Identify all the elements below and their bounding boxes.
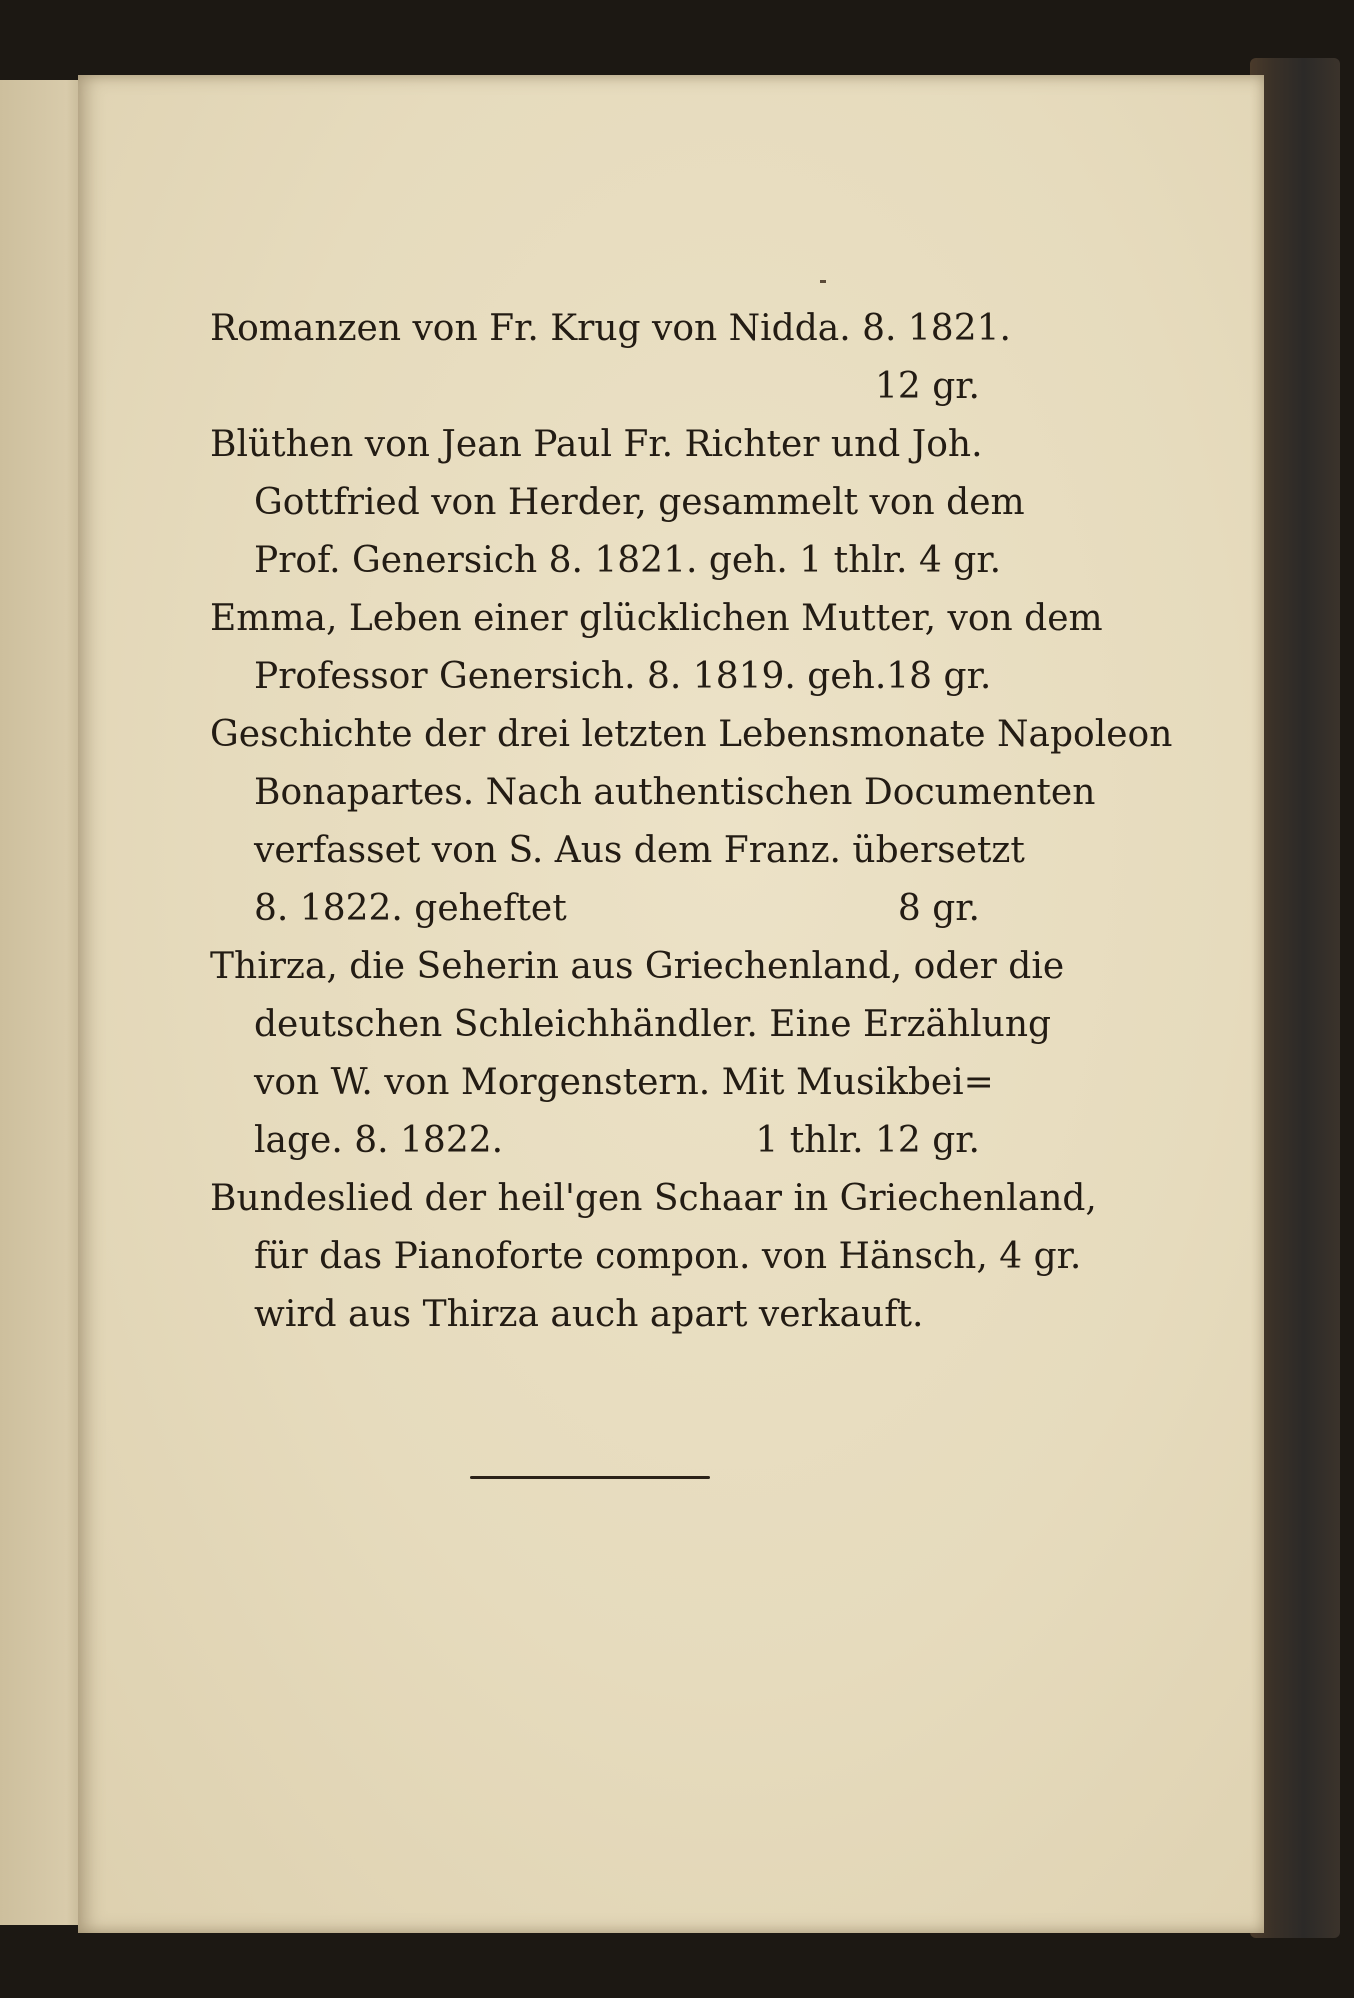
entry-price: 8 gr. (897, 888, 980, 929)
entry-price: 18 gr. (886, 656, 992, 697)
entry-text: 8. 1822. geheftet (254, 888, 567, 929)
entry-line: Bundeslied der heil'gen Schaar in Griechenland, (210, 1178, 1097, 1219)
catalogue-entry (210, 590, 1103, 706)
catalogue-entry (210, 300, 1011, 416)
entry-line: Geschichte der drei letzten Lebensmonate Napoleon (210, 714, 1173, 755)
closing-rule (470, 1476, 710, 1479)
entry-text: Professor Genersich. 8. 1819. geh. (254, 656, 887, 697)
entry-line: Gottfried von Herder, gesammelt von dem (254, 482, 1025, 523)
printer-mark (820, 280, 826, 283)
entry-line: Bonapartes. Nach authentischen Documenten (254, 772, 1096, 813)
entry-text: lage. 8. 1822. (254, 1120, 504, 1161)
entry-line: für das Pianoforte compon. von Hänsch, 4 gr. (254, 1236, 1082, 1277)
entry-price: 1 thlr. 12 gr. (755, 1120, 980, 1161)
catalogue-listing (210, 300, 1173, 1344)
entry-line: Emma, Leben einer glücklichen Mutter, von dem (210, 598, 1103, 639)
catalogue-entry (210, 416, 1025, 590)
entry-line: 12 gr. (875, 366, 980, 407)
catalogue-entry (210, 1170, 1097, 1344)
entry-line (210, 648, 992, 706)
entry-line: von W. von Morgenstern. Mit Musikbei= (254, 1062, 994, 1103)
entry-line: Romanzen von Fr. Krug von Nidda. 8. 1821. (210, 308, 1011, 349)
catalogue-entry (210, 706, 1173, 938)
entry-line (210, 880, 980, 938)
entry-line (210, 1112, 980, 1170)
entry-line: Blüthen von Jean Paul Fr. Richter und Joh. (210, 424, 983, 465)
entry-line: Thirza, die Seherin aus Griechenland, oder die (210, 946, 1065, 987)
entry-line: wird aus Thirza auch apart verkauft. (254, 1294, 924, 1335)
entry-line: Prof. Genersich 8. 1821. geh. 1 thlr. 4 gr. (254, 540, 1002, 581)
entry-line: verfasset von S. Aus dem Franz. übersetzt (254, 830, 1025, 871)
entry-line: deutschen Schleichhändler. Eine Erzählung (254, 1004, 1052, 1045)
catalogue-entry (210, 938, 1065, 1170)
